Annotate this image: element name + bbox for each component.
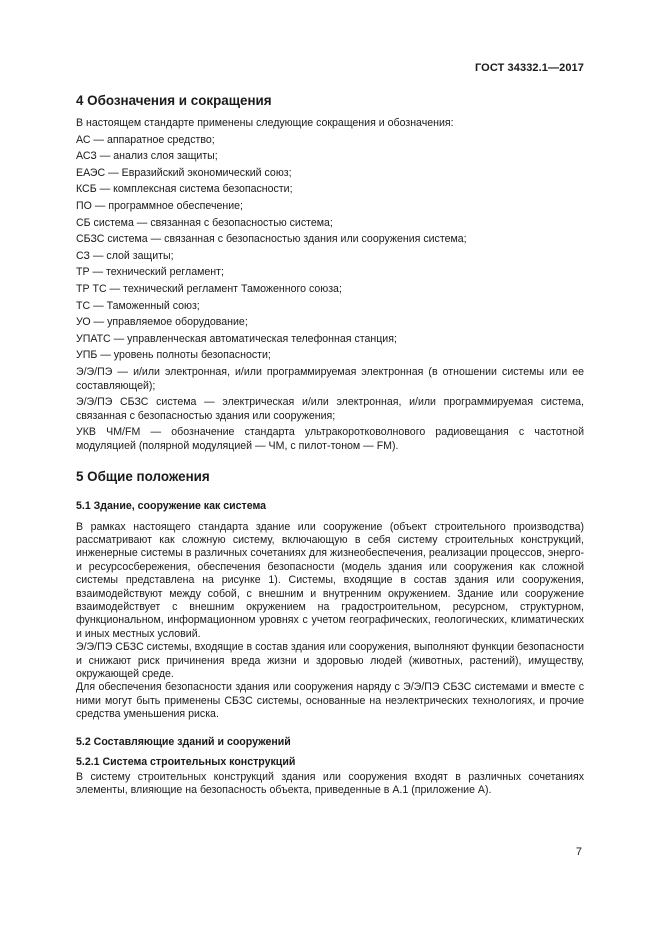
- abbreviation-item: ТС — Таможенный союз;: [76, 299, 200, 312]
- abbreviation-item: СЗ — слой защиты;: [76, 249, 174, 262]
- subsection-5-2-1-title: 5.2.1 Система строительных конструкций: [76, 756, 296, 769]
- subsection-5-2-title: 5.2 Составляющие зданий и сооружений: [76, 735, 291, 748]
- abbreviation-item-long: УКВ ЧМ/FM — обозначение стандарта ультракоротковолнового радиовещания с частотной модуляцией (полярной модуляцией — ЧМ, с пилот-тоном — FM).: [76, 425, 584, 452]
- page-content: [76, 92, 584, 798]
- paragraph: Э/Э/ПЭ СБЗС системы, входящие в состав здания или сооружения, выполняют функции безопасности и снижают риск причинения вреда жизни и здоровью людей (животных, растений), имуществу, окружающей среде.: [76, 641, 584, 680]
- paragraph: В систему строительных конструкций здания или сооружения входят в различных сочетаниях элементы, влияющие на безопасность объекта, приведенные в А.1 (приложение А).: [76, 770, 584, 797]
- paragraph: В рамках настоящего стандарта здание или сооружение (объект строительного производства) рассматривают как сложную систему, включающую в себя систему строительных конструкций, инженерные системы в различных сочетаниях для жизнеобеспечения, реализации процессов, энерго- и ресурсосбережения, обеспечения безопасности (модель здания или сооружения как сложной системы представлена на рисунке 1). Системы, входящие в состав здания или сооружения, взаимодействуют между собой, с внешним и внутренним окружением. Здание или сооружение взаимодействует с внешним окружением на градостроительном, ресурсном, структурном, функциональном, информационном уровнях с учетом географических, геологических, климатических и иных местных условий.: [76, 520, 584, 640]
- page-number: 7: [575, 846, 582, 858]
- section-5-title: 5 Общие положения: [76, 468, 210, 484]
- section-4-title: 4 Обозначения и сокращения: [76, 93, 272, 108]
- abbreviation-item: ТР — технический регламент;: [76, 266, 224, 279]
- abbreviation-item: ЕАЭС — Евразийский экономический союз;: [76, 166, 292, 179]
- abbreviation-item: КСБ — комплексная система безопасности;: [76, 183, 293, 196]
- abbreviation-item: ТР ТС — технический регламент Таможенного союза;: [76, 282, 342, 295]
- document-code: ГОСТ 34332.1—2017: [474, 62, 584, 74]
- abbreviation-item: УО — управляемое оборудование;: [76, 316, 248, 329]
- abbreviation-item: СБ система — связанная с безопасностью система;: [76, 216, 333, 229]
- abbreviation-item: СБЗС система — связанная с безопасностью здания или сооружения система;: [76, 233, 467, 246]
- abbreviation-list: [76, 132, 584, 453]
- section-4-intro: В настоящем стандарте применены следующие сокращения и обозначения:: [76, 117, 454, 129]
- paragraph: Для обеспечения безопасности здания или сооружения наряду с Э/Э/ПЭ СБЗС системами и вместе с ними могут быть применены СБЗС системы, основанные на неэлектрических технологиях, и прочие средства уменьшения риска.: [76, 681, 584, 721]
- abbreviation-item: АС — аппаратное средство;: [76, 133, 215, 146]
- abbreviation-item: АСЗ — анализ слоя защиты;: [76, 150, 218, 163]
- abbreviation-item: УПБ — уровень полноты безопасности;: [76, 349, 271, 362]
- abbreviation-item-long: Э/Э/ПЭ — и/или электронная, и/или программируемая электронная (в отношении системы или ее составляющей);: [76, 365, 584, 392]
- abbreviation-item: ПО — программное обеспечение;: [76, 199, 243, 212]
- abbreviation-item-long: Э/Э/ПЭ СБЗС система — электрическая и/или электронная, и/или программируемая система, связанная с безопасностью здания или сооружения;: [76, 395, 584, 422]
- subsection-5-1-title: 5.1 Здание, сооружение как система: [76, 499, 267, 512]
- abbreviation-item: УПАТС — управленческая автоматическая телефонная станция;: [76, 332, 397, 345]
